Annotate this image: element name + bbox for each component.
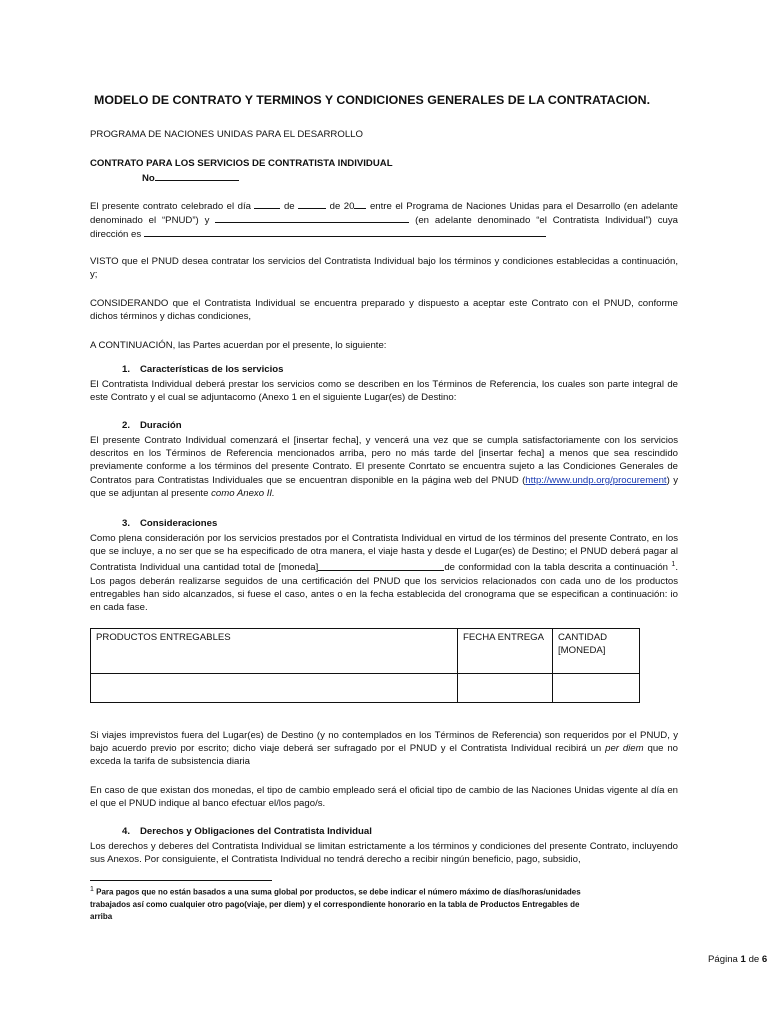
intro-de-2: de 20 xyxy=(329,201,355,212)
month-blank xyxy=(298,199,326,209)
section-2-annex: como Anexo II. xyxy=(211,487,275,499)
year-blank xyxy=(354,199,366,209)
section-4-number: 4. xyxy=(121,826,130,837)
page-title: MODELO DE CONTRATO Y TERMINOS Y CONDICIONES GENERALES DE LA CONTRATACION. xyxy=(94,93,651,107)
intro-part-b: entre el Programa de Naciones Unidas para el Desarrollo (en adelante denominado el “PNUD”) y xyxy=(90,201,678,227)
travel-text-a: Si viajes imprevistos fuera del Lugar(es) de Destino (y no contemplados en los Términos de Referencia) son requeridos por el PNUD, y bajo acuerdo previo por escrito; dicho viaje deberá ser sufragado por el PNUD y el Contratista Individual recibirá un xyxy=(90,730,678,755)
footnote xyxy=(90,884,590,923)
currency-paragraph: En caso de que existan dos monedas, el tipo de cambio empleado será el oficial tipo de cambio de las Naciones Unidas vigente al día en el que el PNUD indique al banco efectuar el/los pago/s. xyxy=(90,785,678,810)
visto-paragraph: VISTO que el PNUD desea contratar los servicios del Contratista Individual bajo los términos y condiciones establecidas a continuación, y; xyxy=(90,256,678,281)
address-blank xyxy=(144,227,546,237)
page-label: Página xyxy=(708,954,738,965)
table-row xyxy=(91,674,640,703)
page-indicator xyxy=(708,954,767,965)
contractor-name-blank xyxy=(215,213,409,223)
section-3-title: Consideraciones xyxy=(140,518,218,529)
org-name: PROGRAMA DE NACIONES UNIDAS PARA EL DESARROLLO xyxy=(90,129,363,140)
section-4-title: Derechos y Obligaciones del Contratista Individual xyxy=(140,826,372,837)
table-cell-productos[interactable] xyxy=(91,674,458,703)
section-2-after-link: ) y que se adjuntan al presente xyxy=(90,474,678,499)
section-1-text: El Contratista Individual deberá prestar los servicios como se describen en los Términos de Referencia, los cuales son parte integral de este Contrato y el cual se adjuntacomo (Anexo 1 en el siguiente Lugar(es) de Destino: xyxy=(90,379,678,404)
contract-number-blank xyxy=(155,171,239,181)
section-4-heading xyxy=(108,826,372,837)
travel-paragraph xyxy=(90,729,678,769)
intro-de-1: de xyxy=(283,201,295,212)
amount-blank xyxy=(318,561,444,571)
contract-heading: CONTRATO PARA LOS SERVICIOS DE CONTRATISTA INDIVIDUAL xyxy=(90,158,393,169)
intro-part-a: El presente contrato celebrado el día xyxy=(90,201,251,212)
deliverables-table xyxy=(90,628,640,703)
contract-number xyxy=(142,171,342,185)
section-3-body-b: de conformidad con la tabla descrita a continuación xyxy=(444,562,669,574)
section-3-body-c: . Los pagos deberán realizarse seguidos de una certificación del PNUD que los servicios relacionados con cada uno de los productos entregables han sido alcanzados, si fuese el caso, antes o en la fecha establecida del cronograma que se especifican a continuación: io en cada fase. xyxy=(90,562,678,614)
section-3-text xyxy=(90,532,678,614)
footnote-number: 1 xyxy=(90,886,94,893)
section-1-number: 1. xyxy=(121,364,130,375)
continuacion-paragraph: A CONTINUACIÓN, las Partes acuerdan por el presente, lo siguiente: xyxy=(90,340,387,351)
header-cantidad: CANTIDAD [MONEDA] xyxy=(553,629,640,674)
footnote-ref: 1 xyxy=(671,561,676,569)
section-2-title: Duración xyxy=(140,420,182,431)
page-of: de xyxy=(748,954,760,965)
section-4-text: Los derechos y deberes del Contratista Individual se limitan estrictamente a los términos y condiciones del presente Contrato, incluyendo sus Anexos. Por consiguiente, el Contratista Individual no tendrá derecho a recibir ningún beneficio, pago, subsidio, xyxy=(90,841,678,866)
page-total: 6 xyxy=(761,954,768,965)
section-3-heading xyxy=(108,518,217,529)
footnote-text: Para pagos que no están basados a una suma global por productos, se debe indicar el número máximo de días/horas/unidades trabajados así como cualquier otro pago(viaje, per diem) y el correspondiente honorario en la tabla de Productos Entregables de arriba xyxy=(90,887,581,921)
travel-text-b: que no exceda la tarifa de subsistencia diaria xyxy=(90,743,679,768)
section-2-text xyxy=(90,434,678,500)
table-cell-fecha[interactable] xyxy=(458,674,553,703)
section-3-number: 3. xyxy=(121,518,130,529)
table-header-row xyxy=(91,629,640,674)
intro-paragraph xyxy=(90,199,678,242)
section-2-number: 2. xyxy=(121,420,130,431)
section-2-body: El presente Contrato Individual comenzará el [insertar fecha], y vencerá una vez que se cumpla satisfactoriamente con los servicios descritos en los Términos de Referencia mencionados arriba, pero no más tarde del [insertar fecha] a menos que sea rescindido previamente conforme a los términos del presente Contrato. El presente Conrtato se encuentra sujeto a las Condiciones Generales de Contratos para Contratistas Individuales que se encuentran disponible en la página web del PNUD ( xyxy=(90,435,678,486)
footnote-divider xyxy=(90,880,272,881)
header-productos: PRODUCTOS ENTREGABLES xyxy=(91,629,458,674)
day-blank xyxy=(254,199,280,209)
section-1-title: Características de los servicios xyxy=(140,364,284,375)
page-current: 1 xyxy=(740,954,746,965)
section-2-heading xyxy=(108,420,182,431)
contract-number-label: No xyxy=(142,173,155,184)
section-3-body-a: Como plena consideración por los servicios prestados por el Contratista Individual en virtud de los términos del presente Contrato, en los que se incluye, a no ser que se ha especificado de otra manera, el viaje hasta y desde el Lugar(es) de Destino; el PNUD deberá pagar al Contratista Individual una cantidad total de [moneda] xyxy=(90,533,678,574)
travel-per-diem: per diem xyxy=(605,743,644,755)
intro-part-c: (en adelante denominado “el Contratista Individual”) cuya dirección es xyxy=(90,215,679,241)
header-fecha: FECHA ENTREGA xyxy=(458,629,553,674)
section-1-heading xyxy=(108,364,283,375)
table-cell-cantidad[interactable] xyxy=(553,674,640,703)
considerando-paragraph: CONSIDERANDO que el Contratista Individual se encuentra preparado y dispuesto a aceptar este Contrato con el PNUD, conforme dichos términos y dichas condiciones, xyxy=(90,298,678,323)
procurement-link[interactable]: http://www.undp.org/procurement xyxy=(525,474,667,486)
